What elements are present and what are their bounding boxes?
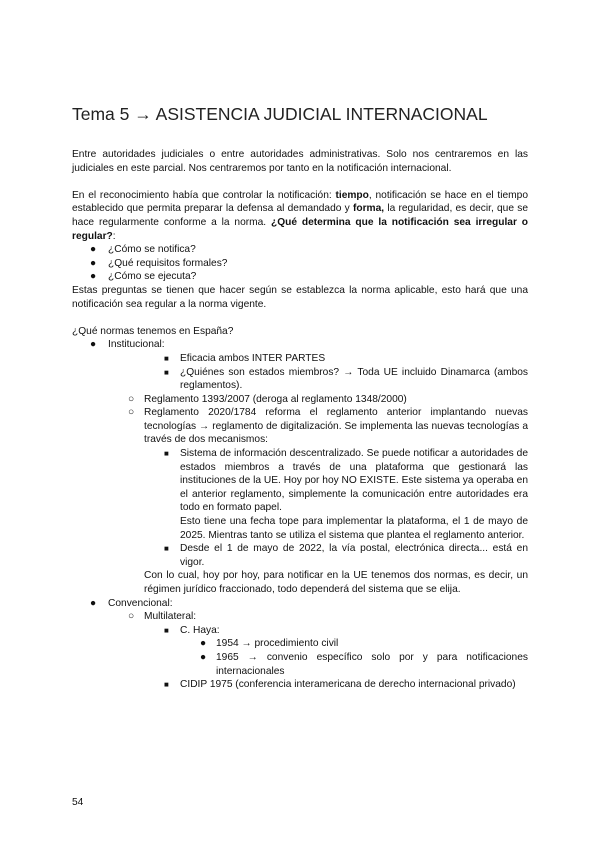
intro-paragraph: Entre autoridades judiciales o entre autoridades administrativas. Solo nos centraremos en las judiciales en este parcial. Nos centraremos por tanto en la notificación internacional. bbox=[72, 149, 528, 174]
after-questions-paragraph: Estas preguntas se tienen que hacer según se establezca la norma aplicable, esto hará que una notificación sea regular a la norma vigente. bbox=[72, 284, 528, 310]
list-item: ■ C. Haya: bbox=[164, 624, 220, 636]
bullet-icon: ● bbox=[90, 271, 97, 283]
square-bullet-icon: ■ bbox=[164, 353, 169, 363]
list-item: ● ¿Cómo se notifica? bbox=[90, 244, 196, 256]
bullet-icon: ● bbox=[200, 638, 207, 650]
list-item-continuation: Esto tiene una fecha tope para implementar la plataforma, el 1 de mayo de 2025. Mientras tanto se utiliza el sistema que plantea el reglamento anterior. bbox=[180, 516, 528, 541]
norms-question: ¿Qué normas tenemos en España? bbox=[72, 325, 234, 337]
square-bullet-icon: ■ bbox=[164, 449, 169, 459]
list-item: ○ Multilateral: bbox=[128, 611, 197, 623]
square-bullet-icon: ■ bbox=[164, 544, 169, 554]
list-item: ○ Reglamento 1393/2007 (deroga al reglamento 1348/2000) bbox=[128, 393, 407, 405]
bullet-icon: ● bbox=[90, 244, 97, 256]
list-item: ● ¿Cómo se ejecuta? bbox=[90, 271, 197, 283]
bullet-icon: ● bbox=[90, 257, 97, 269]
bullet-icon: ● bbox=[90, 339, 97, 351]
list-item: ● 1954 → procedimiento civil bbox=[200, 638, 339, 650]
list-item: ■ ¿Quiénes son estados miembros? → Toda UE incluido Dinamarca (ambos reglamentos). bbox=[164, 366, 528, 392]
page-title: Tema 5 → ASISTENCIA JUDICIAL INTERNACIONAL bbox=[72, 104, 488, 124]
questions-list bbox=[72, 243, 528, 284]
list-item: ■ Sistema de información descentralizado. Se puede notificar a autoridades de estados miembros a través de una plataforma que gestionará las instituciones de la UE. Hoy por hoy NO EXISTE. Este sistema ya operaba en el anterior reglamento, simplemente la comunicación entre autoridades era todo en formato papel. bbox=[164, 448, 528, 514]
document-body bbox=[72, 148, 528, 692]
circle-bullet-icon: ○ bbox=[128, 407, 135, 419]
list-item: ● ¿Qué requisitos formales? bbox=[90, 257, 228, 269]
page-number: 54 bbox=[72, 797, 84, 808]
bullet-icon: ● bbox=[90, 597, 97, 609]
list-item: ■ Eficacia ambos INTER PARTES bbox=[164, 352, 326, 364]
bullet-icon: ● bbox=[200, 651, 207, 663]
circle-bullet-icon: ○ bbox=[128, 611, 135, 623]
list-item: ■ CIDIP 1975 (conferencia interamericana de derecho internacional privado) bbox=[164, 679, 516, 691]
square-bullet-icon: ■ bbox=[164, 680, 169, 690]
circle-bullet-icon: ○ bbox=[128, 393, 135, 405]
list-item: ■ Desde el 1 de mayo de 2022, la vía postal, electrónica directa... está en vigor. bbox=[164, 543, 528, 568]
list-item: ○ Reglamento 2020/1784 reforma el reglamento anterior implantando nuevas tecnologías → reglamento de digitalización. Se implementa las nuevas tecnologías a través de dos mecanismos: bbox=[128, 407, 528, 446]
list-item: ● Institucional: bbox=[90, 339, 165, 351]
list-item-continuation: Con lo cual, hoy por hoy, para notificar en la UE tenemos dos normas, es decir, un régimen jurídico fraccionado, todo dependerá del sistema que se elija. bbox=[144, 570, 528, 595]
list-item: ● Convencional: bbox=[90, 597, 173, 609]
norms-list bbox=[72, 338, 528, 691]
square-bullet-icon: ■ bbox=[164, 367, 169, 377]
list-item: ● 1965 → convenio específico solo por y para notificaciones internacionales bbox=[200, 651, 528, 677]
square-bullet-icon: ■ bbox=[164, 625, 169, 635]
recognition-paragraph: En el reconocimiento había que controlar la notificación: tiempo, notificación se hace en el tiempo establecido que permita preparar la defensa al demandado y forma, la regularidad, es decir, que se hace regularmente conforme a la norma. ¿Qué determina que la notificación sea irregular o regular?: bbox=[72, 189, 528, 242]
